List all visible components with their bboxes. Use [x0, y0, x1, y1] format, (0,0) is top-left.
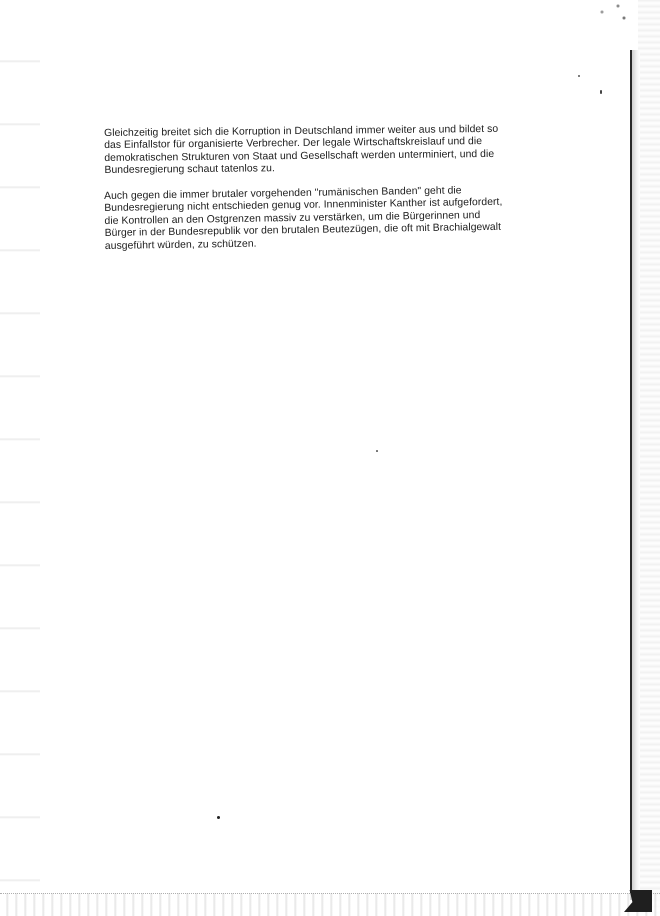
scan-speck [578, 75, 580, 77]
text-line: Bundesregierung nicht entschieden genug vor. Innenminister Kanther ist aufgefordert, [104, 197, 503, 215]
text-line: demokratischen Strukturen von Staat und Gesellschaft werden unterminiert, und die [104, 148, 495, 164]
paragraph-gangs [104, 184, 545, 253]
scan-right-edge [630, 50, 640, 900]
scan-speck [217, 816, 220, 819]
text-line: das Einfallstor für organisierte Verbrecher. Der legale Wirtschaftskreislauf und die [104, 136, 483, 152]
scan-left-edge [0, 0, 40, 916]
text-line: Bundesregierung schaut tatenlos zu. [104, 163, 275, 177]
scan-bottom-edge [0, 893, 660, 916]
scan-right-margin [638, 0, 660, 916]
scan-speck [376, 450, 378, 452]
scan-speck [600, 90, 602, 94]
text-line: ausgeführt würden, zu schützen. [104, 238, 257, 252]
text-line: Auch gegen die immer brutaler vorgehenden "rumänischen Banden" geht die [104, 185, 462, 202]
text-line: die Kontrollen an den Ostgrenzen massiv zu verstärken, um die Bürgerinnen und [104, 209, 481, 227]
text-line: Gleichzeitig breitet sich die Korruption in Deutschland immer weiter aus und bildet so [104, 123, 499, 139]
scan-top-right-noise [592, 0, 632, 30]
text-line: Bürger in der Bundesrepublik vor den brutalen Beutezügen, die oft mit Brachialgewalt [104, 221, 502, 240]
paragraph-corruption [104, 123, 544, 177]
